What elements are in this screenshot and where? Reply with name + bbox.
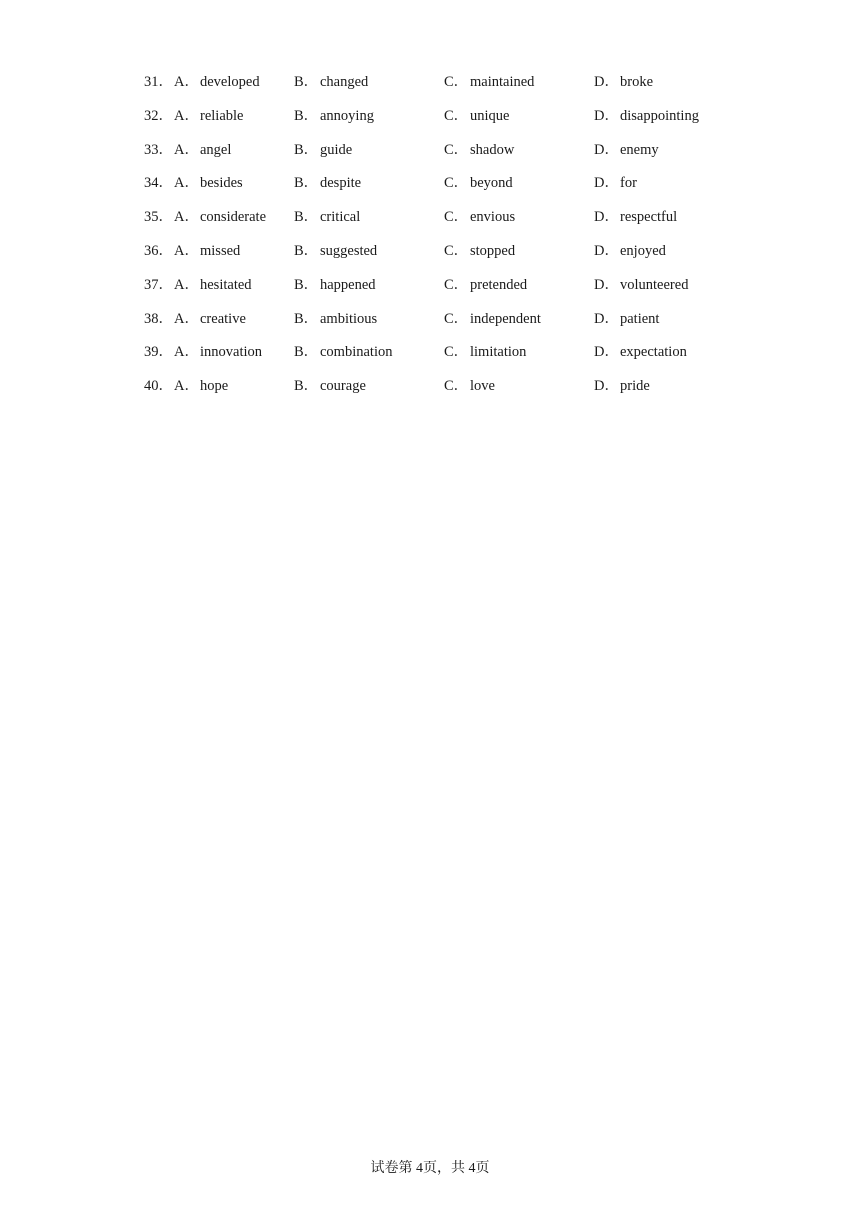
option-a xyxy=(174,273,252,297)
option-text: shadow xyxy=(470,141,515,158)
option-text: broke xyxy=(620,74,654,90)
option-text: love xyxy=(470,378,495,395)
option-b xyxy=(294,273,376,297)
option-a xyxy=(174,70,260,94)
option-b xyxy=(294,171,361,195)
option-text: innovation xyxy=(200,344,263,361)
question-number: 38． xyxy=(144,310,173,327)
option-b xyxy=(294,374,366,398)
option-text: guide xyxy=(320,141,353,158)
option-c xyxy=(444,239,515,263)
option-text: beyond xyxy=(470,175,513,192)
option-d xyxy=(594,104,699,128)
option-text: courage xyxy=(320,378,366,395)
question-number: 40． xyxy=(144,378,173,395)
option-text: envious xyxy=(470,209,516,226)
question-number: 36． xyxy=(144,242,173,259)
option-a xyxy=(174,239,240,263)
option-a xyxy=(174,171,243,195)
question-number: 32． xyxy=(144,107,173,124)
option-text: combination xyxy=(320,344,393,361)
option-text: respectful xyxy=(620,209,678,226)
option-letter: B． xyxy=(294,141,319,158)
question-row-32 xyxy=(144,104,784,138)
option-text: pride xyxy=(620,378,650,395)
option-text: despite xyxy=(320,175,362,192)
option-text: hesitated xyxy=(200,276,252,293)
question-row-38 xyxy=(144,307,784,341)
option-text: missed xyxy=(200,242,241,259)
option-d xyxy=(594,374,650,398)
option-text: reliable xyxy=(200,107,244,124)
question-row-37 xyxy=(144,273,784,307)
option-letter: B． xyxy=(294,310,319,327)
option-letter: A． xyxy=(174,344,199,361)
option-a xyxy=(174,374,228,398)
option-c xyxy=(444,307,541,331)
option-a xyxy=(174,340,262,364)
option-letter: B． xyxy=(294,344,319,361)
option-letter: C． xyxy=(444,74,469,90)
option-letter: C． xyxy=(444,310,469,327)
question-number: 37． xyxy=(144,276,173,293)
option-d xyxy=(594,70,653,94)
page-footer xyxy=(0,1159,860,1179)
option-letter: B． xyxy=(294,242,319,259)
option-text: enjoyed xyxy=(620,242,666,259)
option-letter: A． xyxy=(174,310,199,327)
option-text: maintained xyxy=(470,74,535,90)
option-letter: A． xyxy=(174,378,199,395)
option-b xyxy=(294,70,368,94)
question-number: 34． xyxy=(144,175,173,192)
option-text: limitation xyxy=(470,344,527,361)
option-letter: D． xyxy=(594,276,619,293)
option-letter: B． xyxy=(294,276,319,293)
option-b xyxy=(294,307,377,331)
question-row-39 xyxy=(144,340,784,374)
option-d xyxy=(594,138,659,162)
option-text: annoying xyxy=(320,107,374,124)
option-c xyxy=(444,374,495,398)
option-text: disappointing xyxy=(620,107,699,124)
option-letter: D． xyxy=(594,141,619,158)
option-text: besides xyxy=(200,175,243,192)
option-d xyxy=(594,239,666,263)
option-a xyxy=(174,104,243,128)
option-c xyxy=(444,340,526,364)
question-row-34 xyxy=(144,171,784,205)
option-text: happened xyxy=(320,276,376,293)
option-letter: D． xyxy=(594,310,619,327)
option-c xyxy=(444,171,513,195)
question-row-36 xyxy=(144,239,784,273)
option-text: changed xyxy=(320,74,369,90)
option-c xyxy=(444,273,527,297)
option-d xyxy=(594,273,688,297)
option-c xyxy=(444,104,509,128)
option-b xyxy=(294,340,393,364)
option-b xyxy=(294,239,377,263)
option-letter: D． xyxy=(594,378,619,395)
option-letter: A． xyxy=(174,107,199,124)
option-letter: C． xyxy=(444,344,469,361)
option-d xyxy=(594,307,659,331)
option-letter: A． xyxy=(174,141,199,158)
option-text: volunteered xyxy=(620,276,689,293)
option-letter: D． xyxy=(594,209,619,226)
option-letter: D． xyxy=(594,242,619,259)
option-text: angel xyxy=(200,141,232,158)
option-letter: B． xyxy=(294,209,319,226)
option-text: considerate xyxy=(200,209,267,226)
option-letter: C． xyxy=(444,276,469,293)
question-number: 35． xyxy=(144,209,173,226)
option-text: pretended xyxy=(470,276,528,293)
option-d xyxy=(594,205,677,229)
option-letter: A． xyxy=(174,209,199,226)
option-letter: B． xyxy=(294,175,319,192)
option-text: independent xyxy=(470,310,541,327)
question-number: 39． xyxy=(144,344,173,361)
option-letter: D． xyxy=(594,175,619,192)
option-letter: B． xyxy=(294,107,319,124)
option-letter: A． xyxy=(174,74,199,90)
option-letter: C． xyxy=(444,107,469,124)
option-c xyxy=(444,138,514,162)
option-letter: A． xyxy=(174,175,199,192)
option-d xyxy=(594,171,637,195)
option-text: creative xyxy=(200,310,246,327)
option-b xyxy=(294,205,360,229)
question-number: 33． xyxy=(144,141,173,158)
option-a xyxy=(174,307,246,331)
option-text: hope xyxy=(200,378,229,395)
option-b xyxy=(294,138,352,162)
option-text: ambitious xyxy=(320,310,378,327)
option-text: enemy xyxy=(620,141,659,158)
question-row-33 xyxy=(144,138,784,172)
question-number: 31． xyxy=(144,74,173,90)
option-letter: A． xyxy=(174,276,199,293)
option-letter: B． xyxy=(294,74,319,90)
option-letter: C． xyxy=(444,242,469,259)
question-row-31 xyxy=(144,70,784,104)
option-letter: A． xyxy=(174,242,199,259)
option-text: suggested xyxy=(320,242,378,259)
option-text: expectation xyxy=(620,344,687,361)
question-row-35 xyxy=(144,205,784,239)
option-letter: D． xyxy=(594,344,619,361)
option-letter: B． xyxy=(294,378,319,395)
question-list xyxy=(144,70,784,408)
option-a xyxy=(174,205,266,229)
option-a xyxy=(174,138,231,162)
option-text: developed xyxy=(200,74,260,90)
page-number-label: 试卷第 4页，共 4页 xyxy=(370,1161,490,1176)
option-text: for xyxy=(620,175,637,192)
option-letter: C． xyxy=(444,378,469,395)
option-text: critical xyxy=(320,209,361,226)
question-row-40 xyxy=(144,374,784,408)
option-letter: C． xyxy=(444,175,469,192)
option-text: stopped xyxy=(470,242,516,259)
option-letter: D． xyxy=(594,74,619,90)
option-text: unique xyxy=(470,107,510,124)
option-text: patient xyxy=(620,310,660,327)
option-c xyxy=(444,70,534,94)
option-b xyxy=(294,104,374,128)
option-letter: D． xyxy=(594,107,619,124)
option-c xyxy=(444,205,515,229)
option-letter: C． xyxy=(444,141,469,158)
option-d xyxy=(594,340,687,364)
option-letter: C． xyxy=(444,209,469,226)
